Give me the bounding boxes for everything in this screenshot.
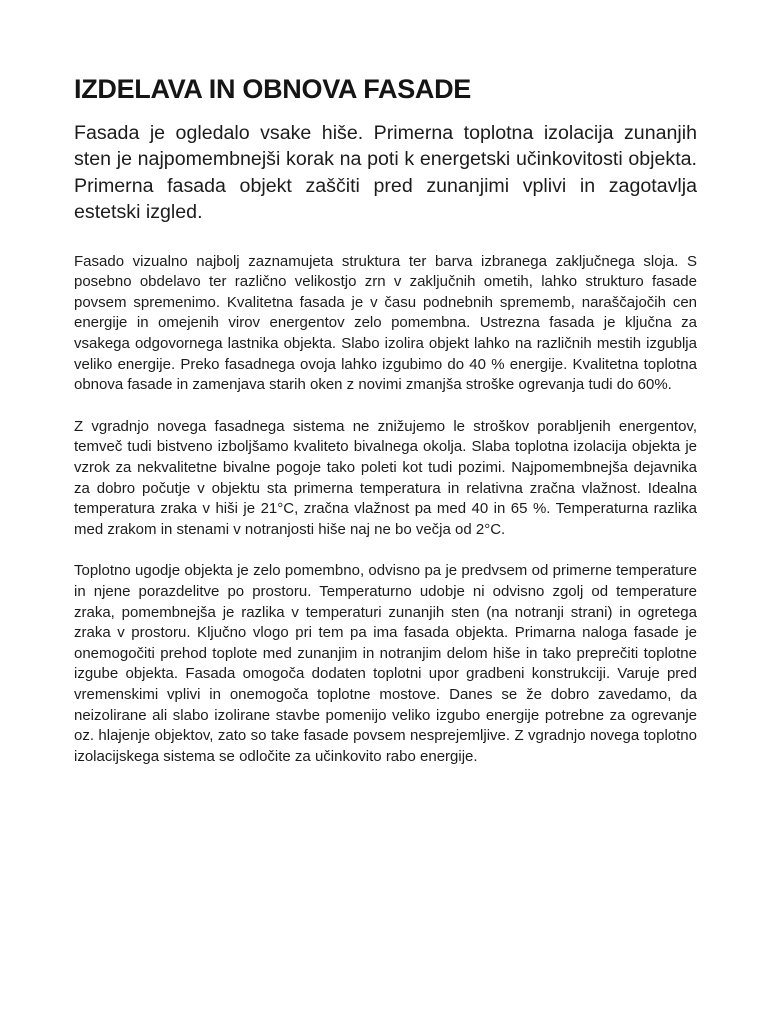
lead-paragraph: Fasada je ogledalo vsake hiše. Primerna toplotna izolacija zunanjih sten je najpomembnejši korak na poti k energetski učinkovitosti objekta. Primerna fasada objekt zaščiti pred zunanjimi vplivi in zagotavlja estetski izgled. [74,122,697,224]
body-paragraph-1: Fasado vizualno najbolj zaznamujeta struktura ter barva izbranega zaključnega sloja. S posebno obdelavo ter različno velikostjo zrn v zaključnih ometih, lahko strukturo fasade povsem spremenimo. Kvalitetna fasada je v času podnebnih sprememb, naraščajočih cen energije in omejenih virov energentov zelo pomembna. Ustrezna fasada je ključna za vsakega odgovornega lastnika objekta. Slabo izolira objekt lahko na različnih mestih izgublja veliko energije. Preko fasadnega ovoja lahko izgubimo do 40 % energije. Kvalitetna toplotna obnova fasade in zamenjava starih oken z novimi zmanjša stroške ogrevanja tudi do 60%. [74,252,697,394]
document-page [74,70,697,767]
document-title: IZDELAVA IN OBNOVA FASADE [74,74,472,104]
body-paragraph-2: Z vgradnjo novega fasadnega sistema ne znižujemo le stroškov porabljenih energentov, temveč tudi bistveno izboljšamo kvaliteto bivalnega okolja. Slaba toplotna izolacija objekta je vzrok za nekvalitetne bivalne pogoje tako poleti kot tudi pozimi. Najpomembnejša dejavnika za dobro počutje v objektu sta primerna temperatura in relativna zračna vlažnost. Idealna temperatura zraka v hiši je 21°C, zračna vlažnost pa med 40 in 65 %. Temperaturna razlika med zrakom in stenami v notranjosti hiše naj ne bo večja od 2°C. [74,417,697,538]
body-paragraph-3: Toplotno ugodje objekta je zelo pomembno, odvisno pa je predvsem od primerne temperature in njene porazdelitve po prostoru. Temperaturno udobje ni odvisno zgolj od temperature zraka, pomembnejša je razlika v temperaturi zunanjih sten (na notranji strani) in ogretega zraka v prostoru. Ključno vlogo pri tem pa ima fasada objekta. Primarna naloga fasade je onemogočiti prehod toplote med zunanjim in notranjim delom hiše in tako preprečiti toplotne izgube objekta. Fasada omogoča dodaten toplotni upor gradbeni konstrukciji. Varuje pred vremenskimi vplivi in onemogoča toplotne mostove. Danes se že dobro zavedamo, da neizolirane ali slabo izolirane stavbe pomenijo veliko izgubo energije potrebne za ogrevanje oz. hlajenje objektov, zato so take fasade povsem nesprejemljive. Z vgradnjo novega toplotno izolacijskega sistema se odločite za učinkovito rabo energije. [74,562,697,765]
